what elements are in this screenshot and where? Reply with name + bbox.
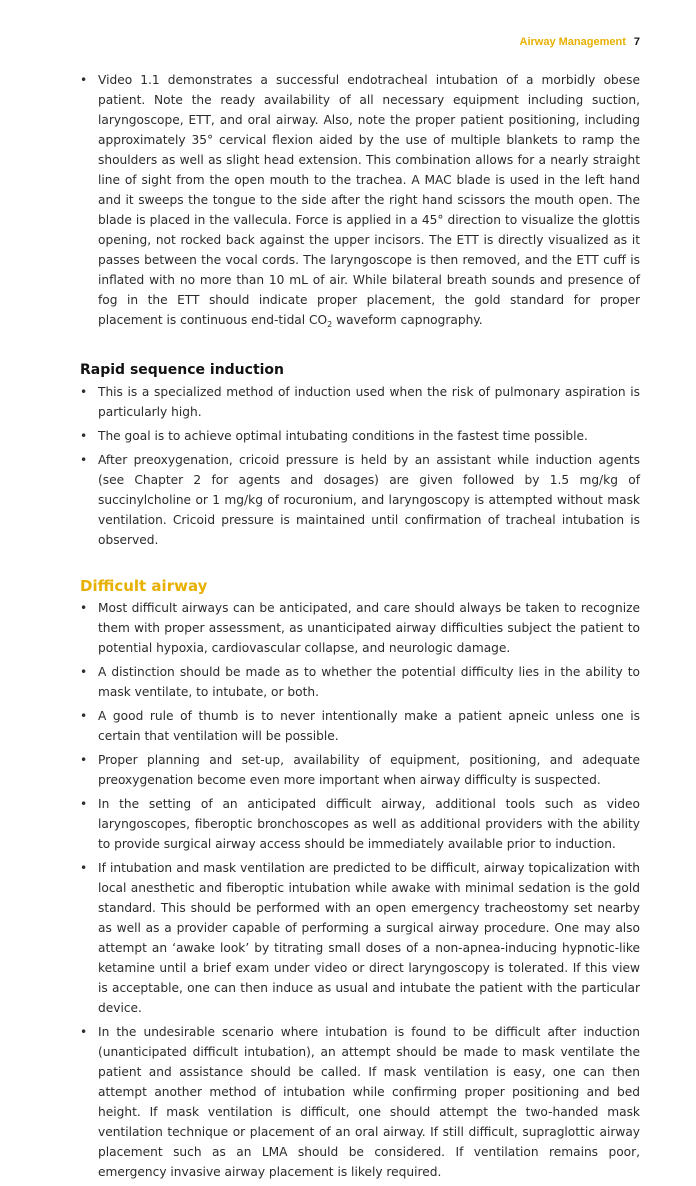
- page-number: 7: [633, 36, 640, 48]
- list-item: [80, 598, 640, 658]
- list-item-text: After preoxygenation, cricoid pressure is held by an assistant while induction agents (see Chapter 2 for agents and dosages) are given followed by 1.5 mg/kg of succinylcholine or 1 mg/kg of rocuronium, and laryngoscopy is attempted without mask ventilation. Cricoid pressure is maintained until confirmation of tracheal intubation is observed.: [98, 453, 640, 547]
- list-item: [80, 1022, 640, 1182]
- bullet: •: [80, 385, 88, 399]
- list-item-text: Most difficult airways can be anticipated, and care should always be taken to recognize them with proper assessment, as unanticipated airway difficulties subject the patient to potential hypoxia, cardiovascular collapse, and neurologic damage.: [98, 601, 640, 655]
- bullet: •: [80, 1025, 88, 1039]
- list-item-text: The goal is to achieve optimal intubating conditions in the fastest time possible.: [98, 429, 588, 443]
- rapid-sequence-list: [80, 382, 640, 550]
- bullet: •: [80, 753, 88, 767]
- list-item: [80, 662, 640, 702]
- list-item: [80, 450, 640, 550]
- difficult-airway-list: [80, 598, 640, 1182]
- running-head-title: Airway Management: [519, 36, 626, 48]
- list-item-text: In the undesirable scenario where intubation is found to be difficult after induction (unanticipated difficult intubation), an attempt should be made to mask ventilate the patient and assistance should be called. If mask ventilation is easy, one can then attempt another method of intubation while confirming proper positioning and bed height. If mask ventilation is difficult, one should attempt the two-handed mask ventilation technique or placement of an oral airway. If still difficult, supraglottic airway placement such as an LMA should be considered. If ventilation remains poor, emergency invasive airway placement is likely required.: [98, 1025, 640, 1179]
- bullet: •: [80, 601, 88, 615]
- section-heading-difficult-airway: Difficult airway: [80, 577, 208, 595]
- list-item-text: Proper planning and set-up, availability of equipment, positioning, and adequate preoxygenation become even more important when airway difficulty is suspected.: [98, 753, 640, 787]
- list-item-text: If intubation and mask ventilation are predicted to be difficult, airway topicalization with local anesthetic and fiberoptic intubation while awake with minimal sedation is the gold standard. This should be performed with an open emergency tracheostomy set nearby as well as a provider capable of performing a surgical airway procedure. One may also attempt an ‘awake look’ by titrating small doses of a non-apnea-inducing hypnotic-like ketamine until a brief exam under video or direct laryngoscopy is tolerated. If this view is acceptable, one can then induce as usual and intubate the patient with the particular device.: [98, 861, 640, 1015]
- intro-paragraph: [80, 70, 640, 330]
- list-item-text: A good rule of thumb is to never intentionally make a patient apneic unless one is certain that ventilation will be possible.: [98, 709, 640, 743]
- list-item-text: This is a specialized method of induction used when the risk of pulmonary aspiration is particularly high.: [98, 385, 640, 419]
- subscript: 2: [327, 320, 333, 329]
- intro-text: Video 1.1 demonstrates a successful endotracheal intubation of a morbidly obese patient. Note the ready availability of all necessary equipment including suction, laryngoscope, ETT, and oral airway. Also, note the proper patient positioning, including approximately 35° cervical flexion aided by the use of multiple blankets to ramp the shoulders as well as slight head extension. This combination allows for a nearly straight line of sight from the open mouth to the trachea. A MAC blade is used in the left hand and it sweeps the tongue to the side after the right hand scissors the mouth open. The blade is placed in the vallecula. Force is applied in a 45° direction to visualize the glottis opening, not rocked back against the upper incisors. The ETT is directly visualized as it passes between the vocal cords. The laryngoscope is then removed, and the ETT cuff is inflated with no more than 10 mL of air. While bilateral breath sounds and presence of fog in the ETT should indicate proper placement, the gold standard for proper placement is continuous end-tidal CO: [98, 73, 640, 327]
- intro-list: [80, 70, 640, 330]
- section-heading-rapid-sequence: Rapid sequence induction: [80, 362, 285, 378]
- list-item: [80, 858, 640, 1018]
- bullet: •: [80, 861, 88, 875]
- list-item: [80, 750, 640, 790]
- intro-text-end: waveform capnography.: [332, 313, 483, 327]
- bullet: •: [80, 429, 88, 443]
- bullet: •: [80, 665, 88, 679]
- list-item: [80, 794, 640, 854]
- list-item-text: In the setting of an anticipated difficult airway, additional tools such as video laryngoscopes, fiberoptic bronchoscopes as well as additional providers with the ability to provide surgical airway access should be immediately available prior to induction.: [98, 797, 640, 851]
- list-item: [80, 706, 640, 746]
- bullet: •: [80, 73, 88, 87]
- page-content: [80, 70, 640, 1186]
- list-item: [80, 426, 640, 446]
- running-head: [520, 36, 641, 48]
- list-item-text: A distinction should be made as to whether the potential difficulty lies in the ability to mask ventilate, to intubate, or both.: [98, 665, 640, 699]
- list-item: [80, 382, 640, 422]
- bullet: •: [80, 709, 88, 723]
- bullet: •: [80, 797, 88, 811]
- bullet: •: [80, 453, 88, 467]
